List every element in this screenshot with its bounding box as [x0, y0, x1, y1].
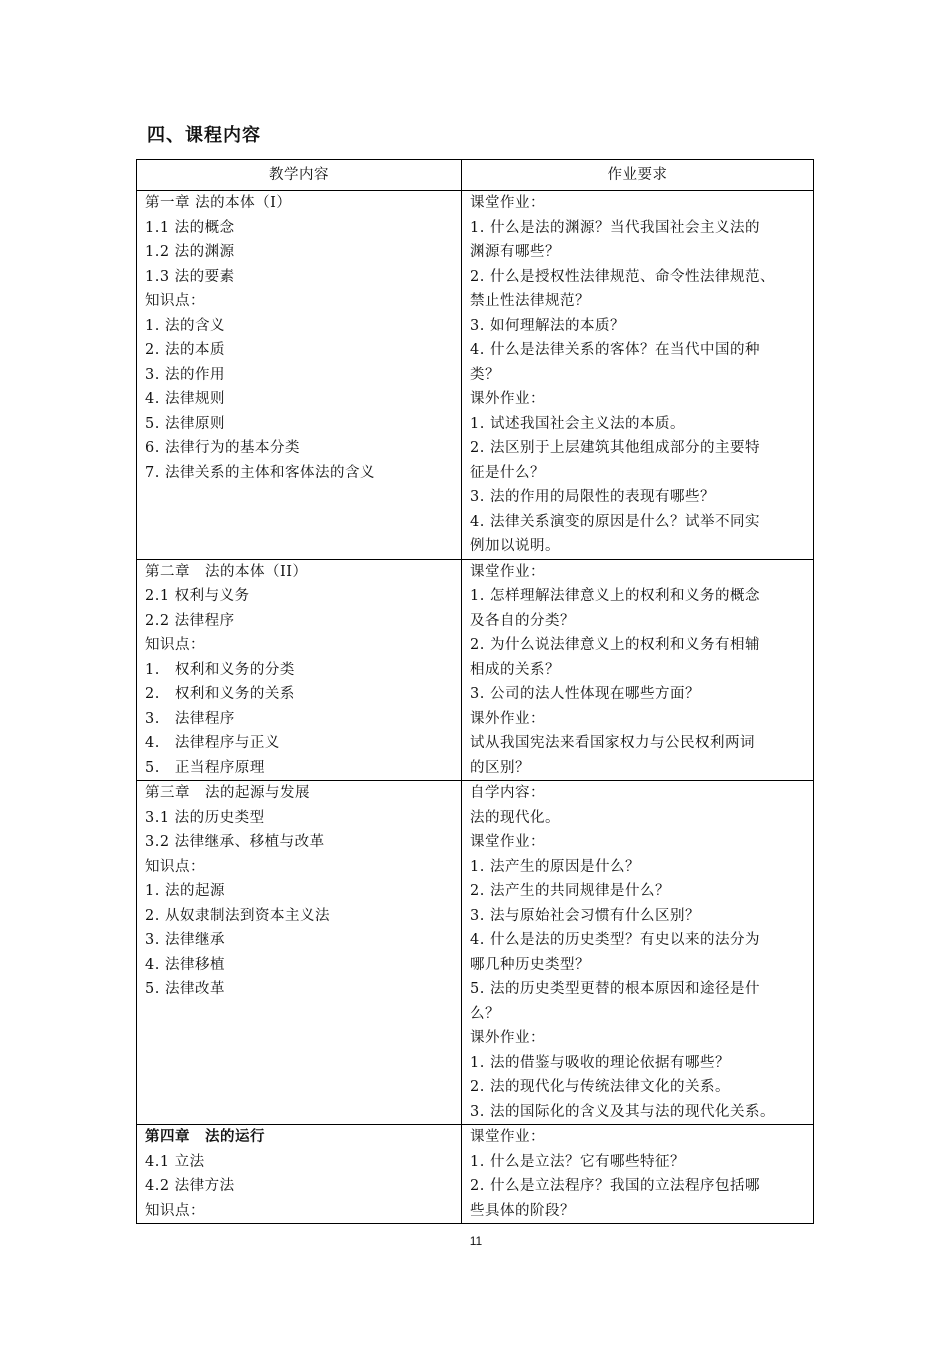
- page-number: 11: [469, 1234, 483, 1248]
- homework-line: 1. 法产生的原因是什么？: [470, 858, 640, 875]
- homework-line: 4. 法律关系演变的原因是什么？试举不同实: [470, 513, 760, 530]
- homework-line: 自学内容：: [470, 785, 545, 801]
- homework-line: 1. 法的借鉴与吸收的理论依据有哪些？: [470, 1054, 730, 1071]
- content-line: 3.2 法律继承、移植与改革: [145, 834, 325, 850]
- homework-line: 3. 法的作用的局限性的表现有哪些？: [470, 489, 715, 505]
- table-body: [137, 191, 814, 1224]
- homework-line: 2. 法产生的共同规律是什么？: [470, 883, 670, 899]
- content-line: 5. 正当程序原理: [145, 759, 265, 776]
- homework-line: 2. 什么是授权性法律规范、命令性法律规范、: [470, 268, 775, 285]
- section-heading: 四、课程内容: [147, 125, 261, 146]
- homework-line: 2. 为什么说法律意义上的权利和义务有相辅: [470, 637, 760, 653]
- content-line: 1. 法的起源: [145, 883, 225, 899]
- homework-line: 渊源有哪些？: [470, 244, 560, 260]
- homework-line: 4. 什么是法的历史类型？有史以来的法分为: [470, 932, 760, 948]
- content-line: 第二章 法的本体（II）: [145, 563, 308, 580]
- content-line: 第四章 法的运行: [145, 1129, 265, 1145]
- homework-line: 3. 公司的法人性体现在哪些方面？: [470, 686, 700, 702]
- content-line: 2.2 法律程序: [145, 612, 235, 629]
- content-line: 2.1 权利与义务: [145, 588, 250, 604]
- content-line: 4.1 立法: [145, 1153, 205, 1170]
- content-line: 3. 法律继承: [145, 932, 225, 948]
- homework-line: 3. 法与原始社会习惯有什么区别？: [470, 907, 700, 924]
- content-line: 1. 法的含义: [145, 317, 225, 334]
- homework-line: 1. 怎样理解法律意义上的权利和义务的概念: [470, 588, 760, 604]
- homework-line: 哪几种历史类型？: [470, 956, 590, 973]
- teaching-content-cell: [137, 559, 462, 781]
- homework-line: 课外作业：: [470, 710, 545, 727]
- homework-line: 征是什么？: [470, 464, 545, 481]
- homework-line: 些具体的阶段？: [470, 1202, 575, 1219]
- content-line: 知识点：: [145, 293, 205, 309]
- content-line: 1.1 法的概念: [145, 219, 235, 236]
- content-line: 知识点：: [145, 858, 205, 875]
- homework-line: 5. 法的历史类型更替的根本原因和途径是什: [470, 981, 760, 997]
- content-line: 2. 权利和义务的关系: [145, 686, 295, 702]
- content-line: 4. 法律程序与正义: [145, 735, 280, 751]
- homework-line: 2. 法的现代化与传统法律文化的关系。: [470, 1079, 730, 1095]
- content-line: 5. 法律原则: [145, 415, 225, 432]
- homework-line: 例加以说明。: [470, 538, 560, 554]
- table-row: [137, 1125, 814, 1224]
- content-line: 2. 法的本质: [145, 342, 225, 358]
- homework-line: 课堂作业：: [470, 834, 545, 850]
- content-line: 6. 法律行为的基本分类: [145, 440, 300, 456]
- header-teaching-content: 教学内容: [137, 160, 462, 191]
- homework-cell: [462, 559, 814, 781]
- content-line: 3.1 法的历史类型: [145, 809, 265, 826]
- homework-line: 课外作业：: [470, 391, 545, 407]
- header-homework-requirements: 作业要求: [462, 160, 814, 191]
- content-line: 1. 权利和义务的分类: [145, 661, 295, 678]
- homework-cell: [462, 191, 814, 560]
- homework-line: 法的现代化。: [470, 809, 560, 826]
- table-row: [137, 559, 814, 781]
- homework-line: 相成的关系？: [470, 661, 560, 678]
- content-line: 4. 法律移植: [145, 956, 225, 973]
- homework-line: 2. 什么是立法程序？我国的立法程序包括哪: [470, 1178, 760, 1194]
- homework-line: 2. 法区别于上层建筑其他组成部分的主要特: [470, 440, 760, 456]
- homework-cell: [462, 781, 814, 1125]
- homework-line: 么？: [470, 1005, 500, 1022]
- homework-line: 类？: [470, 366, 500, 383]
- homework-line: 1. 什么是法的渊源？当代我国社会主义法的: [470, 219, 760, 236]
- homework-line: 的区别？: [470, 759, 530, 776]
- homework-line: 课堂作业：: [470, 1129, 545, 1145]
- homework-line: 4. 什么是法律关系的客体？在当代中国的种: [470, 342, 760, 358]
- content-line: 3. 法律程序: [145, 710, 235, 727]
- course-content-table: [136, 159, 814, 1224]
- teaching-content-cell: [137, 1125, 462, 1224]
- content-line: 5. 法律改革: [145, 981, 225, 997]
- homework-line: 3. 法的国际化的含义及其与法的现代化关系。: [470, 1103, 775, 1120]
- homework-line: 课外作业：: [470, 1030, 545, 1046]
- content-line: 2. 从奴隶制法到资本主义法: [145, 907, 330, 924]
- content-line: 第一章 法的本体（I）: [145, 195, 292, 211]
- table-row: [137, 191, 814, 560]
- teaching-content-cell: [137, 781, 462, 1125]
- homework-line: 3. 如何理解法的本质？: [470, 317, 625, 334]
- homework-line: 课堂作业：: [470, 563, 545, 580]
- homework-line: 1. 什么是立法？它有哪些特征？: [470, 1153, 685, 1170]
- content-line: 1.2 法的渊源: [145, 244, 235, 260]
- content-line: 7. 法律关系的主体和客体法的含义: [145, 464, 375, 481]
- content-line: 第三章 法的起源与发展: [145, 785, 310, 801]
- homework-line: 试从我国宪法来看国家权力与公民权利两词: [470, 735, 755, 751]
- content-line: 4.2 法律方法: [145, 1178, 235, 1194]
- content-line: 4. 法律规则: [145, 391, 225, 407]
- content-line: 知识点：: [145, 1202, 205, 1219]
- homework-cell: [462, 1125, 814, 1224]
- table-row: [137, 781, 814, 1125]
- content-line: 3. 法的作用: [145, 366, 225, 383]
- homework-line: 1. 试述我国社会主义法的本质。: [470, 415, 685, 432]
- teaching-content-cell: [137, 191, 462, 560]
- homework-line: 及各自的分类？: [470, 612, 575, 629]
- homework-line: 禁止性法律规范？: [470, 293, 590, 309]
- homework-line: 课堂作业：: [470, 195, 545, 211]
- content-line: 知识点：: [145, 637, 205, 653]
- content-line: 1.3 法的要素: [145, 268, 235, 285]
- table-header-row: [137, 160, 814, 191]
